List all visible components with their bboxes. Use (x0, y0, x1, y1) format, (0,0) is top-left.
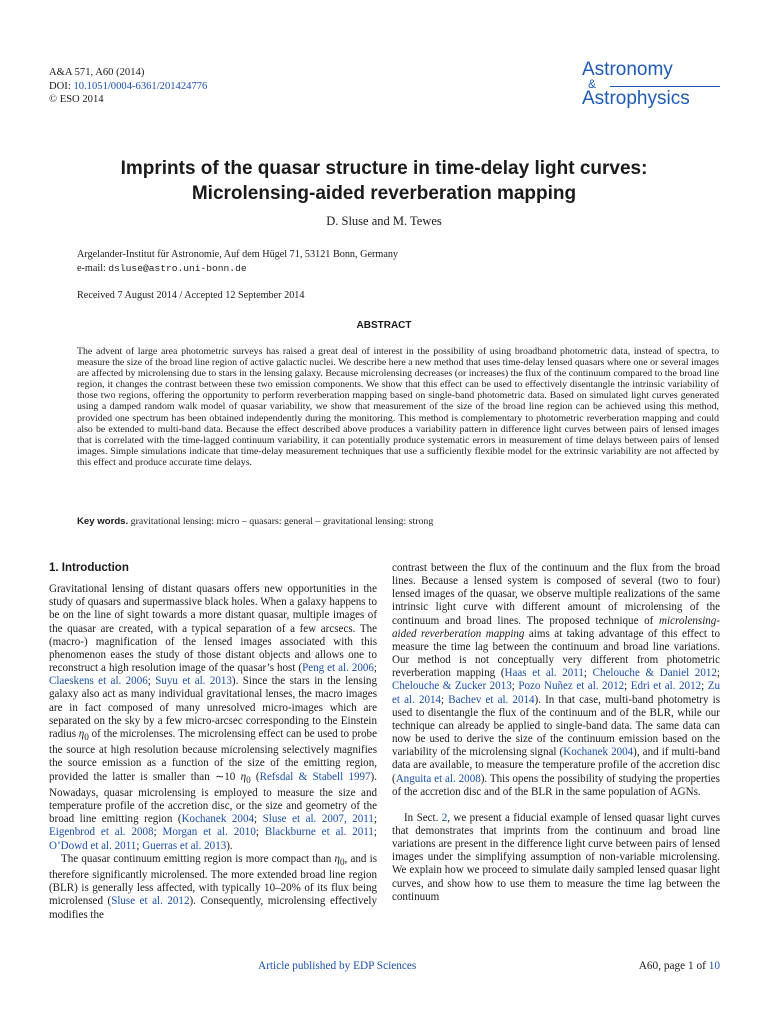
copyright: © ESO 2014 (49, 94, 104, 105)
affiliation: Argelander-Institut für Astronomie, Auf dem Hügel 71, 53121 Bonn, Germany (77, 249, 399, 260)
journal-logo (582, 60, 722, 109)
section-heading: 1. Introduction (49, 562, 129, 574)
right-column (392, 562, 720, 904)
email-line (77, 262, 398, 276)
email-label: e-mail: (77, 262, 106, 274)
intro-paragraph-3: contrast between the flux of the continuum and the flux from the broad lines. Because a lensed system is composed of several (two to four) lensed images of the quasar, we observe multiple realizations of the same intrinsic light curve with different amount of microlensing of the continuum and broad lines. The proposed technique of microlensing-aided reverberation mapping aims at taking advantage of this effect to measure the time lag between the continuum and broad line variations. Our method is not conceptually very different from photometric reverberation mapping (Haas et al. 2011; Chelouche & Daniel 2012; Chelouche & Zucker 2013; Pozo Nuñez et al. 2012; Edri et al. 2012; Zu et al. 2014; Bachev et al. 2014). In that case, multi-band photometry is used to disentangle the flux of the continuum and of the BLR, while our technique can already be applied to single-band data. The same data can now be used to derive the size of the continuum emission based on the variability of the microlensing signal (Kochanek 2004), and if multi-band data are available, to measure the temperature profile of the accretion disc (Anguita et al. 2008). This opens the possibility of studying the properties of the accretion disc and of the BLR in the same population of AGNs. (392, 562, 721, 798)
email-address: dsluse@astro.uni-bonn.de (108, 262, 247, 274)
citation: A&A 571, A60 (2014) (49, 67, 145, 78)
intro-paragraph-4: In Sect. 2, we present a fiducial example of lensed quasar light curves that demonstrates that imprints from the continuum and broad line variations are present in the difference light curve between pairs of lensed images under the simplifying assumption of non-variable microlensing. We explain how we proceed to simulate daily sampled lensed quasar light curves, and show how to use them to measure the time lag between the continuum (392, 811, 721, 903)
paper-title (48, 156, 720, 206)
footer-page-number (639, 960, 720, 972)
title-line1: Imprints of the quasar structure in time-delay light curves: (120, 158, 648, 179)
affiliation-block (77, 248, 398, 275)
logo-line1: Astronomy (582, 59, 673, 80)
keywords-label: Key words. (77, 516, 129, 527)
keywords-text: gravitational lensing: micro – quasars: general – gravitational lensing: strong (130, 516, 434, 527)
left-column (49, 560, 377, 922)
logo-amp: & (582, 80, 722, 89)
doi-label: DOI: (49, 80, 71, 92)
keywords (77, 516, 719, 527)
abstract-heading: ABSTRACT (356, 320, 412, 331)
page-total-link[interactable]: 10 (708, 960, 720, 972)
doi-link[interactable]: 10.1051/0004-6361/201424776 (73, 80, 208, 92)
intro-paragraph-1: Gravitational lensing of distant quasars offers new opportunities in the study of quasars and supermassive black holes. When a galaxy happens to be on the line of sight towards a more distant quasar, multiple images of the quasar are created, with a typical separation of a few arcsecs. The (macro-) magnification of the lensed images associated with this phenomenon eases the study of those distant objects and allows one to reconstruct a high resolution image of the quasar’s host (Peng et al. 2006; Claeskens et al. 2006; Suyu et al. 2013). Since the stars in the lensing galaxy also act as many individual gravitational lenses, the macro images are in fact composed of many unresolved micro-images which are separated on the sky by a few micro-arcsec corresponding to the Einstein radius $\eta_0$ of the microlenses. The microlensing effect can be used to probe the source at high resolution because microlensing selectively magnifies the source emission as a function of the size of the emitting region, provided the latter is smaller than ∼10 $\eta_0$ (Refsdal & Stabell 1997). Nowadays, quasar microlensing is employed to measure the size and temperature profile of the accretion disc, or the size and geometry of the broad line emitting region (Kochanek 2004; Sluse et al. 2007, 2011; Eigenbrod et al. 2008; Morgan et al. 2010; Blackburne et al. 2011; O’Dowd et al. 2011; Guerras et al. 2013). (49, 583, 378, 852)
logo-line2: Astrophysics (582, 88, 690, 109)
abstract-body: The advent of large area photometric surveys has raised a great deal of interest in the possibility of using broadband photometric data, instead of spectra, to measure the size of the broad line region of active galactic nuclei. We describe here a new method that uses time-delay lensed quasars where one or several images are affected by microlensing due to stars in the lensing galaxy. Because microlensing decreases (or increases) the flux of the continuum compared to the broad line region, it changes the contrast between these two emission components. We show that this effect can be used to effectively disentangle the intrinsic variability of those two regions, offering the opportunity to perform reverberation mapping based on single-band photometric data. Based on simulated light curves generated using a damped random walk model of quasar variability, we show that measurement of the size of the broad line region can be achieved using this method, provided one spectrum has been obtained independently during the monitoring. This method is complementary to photometric reverberation mapping and could also be extended to multi-band data. Because the effect described above produces a variability pattern in difference light curves between pairs of lensed images that is correlated with the time-lagged continuum variability, it can potentially produce systematic errors in measurement of time delays between pairs of lensed images. Simple simulations indicate that time-delay measurement techniques that use a sufficiently flexible model for the extrinsic variability are not affected by this effect and produce accurate time delays. (77, 346, 719, 468)
authors: D. Sluse and M. Tewes (326, 214, 442, 228)
title-line2: Microlensing-aided reverberation mapping (191, 183, 577, 204)
journal-meta (49, 66, 207, 107)
doi-line (49, 80, 207, 94)
intro-paragraph-2: The quasar continuum emitting region is more compact than $\eta_0$, and is therefore significantly microlensed. The more extended broad line region (BLR) is generally less affected, with typically 10–20% of its flux being microlensed (Sluse et al. 2012). Consequently, microlensing effectively modifies the (49, 852, 377, 921)
page-of: A60, page 1 of (638, 960, 709, 972)
received-accepted: Received 7 August 2014 / Accepted 12 September 2014 (77, 290, 305, 301)
footer-publisher-link[interactable]: Article published by EDP Sciences (258, 960, 417, 972)
